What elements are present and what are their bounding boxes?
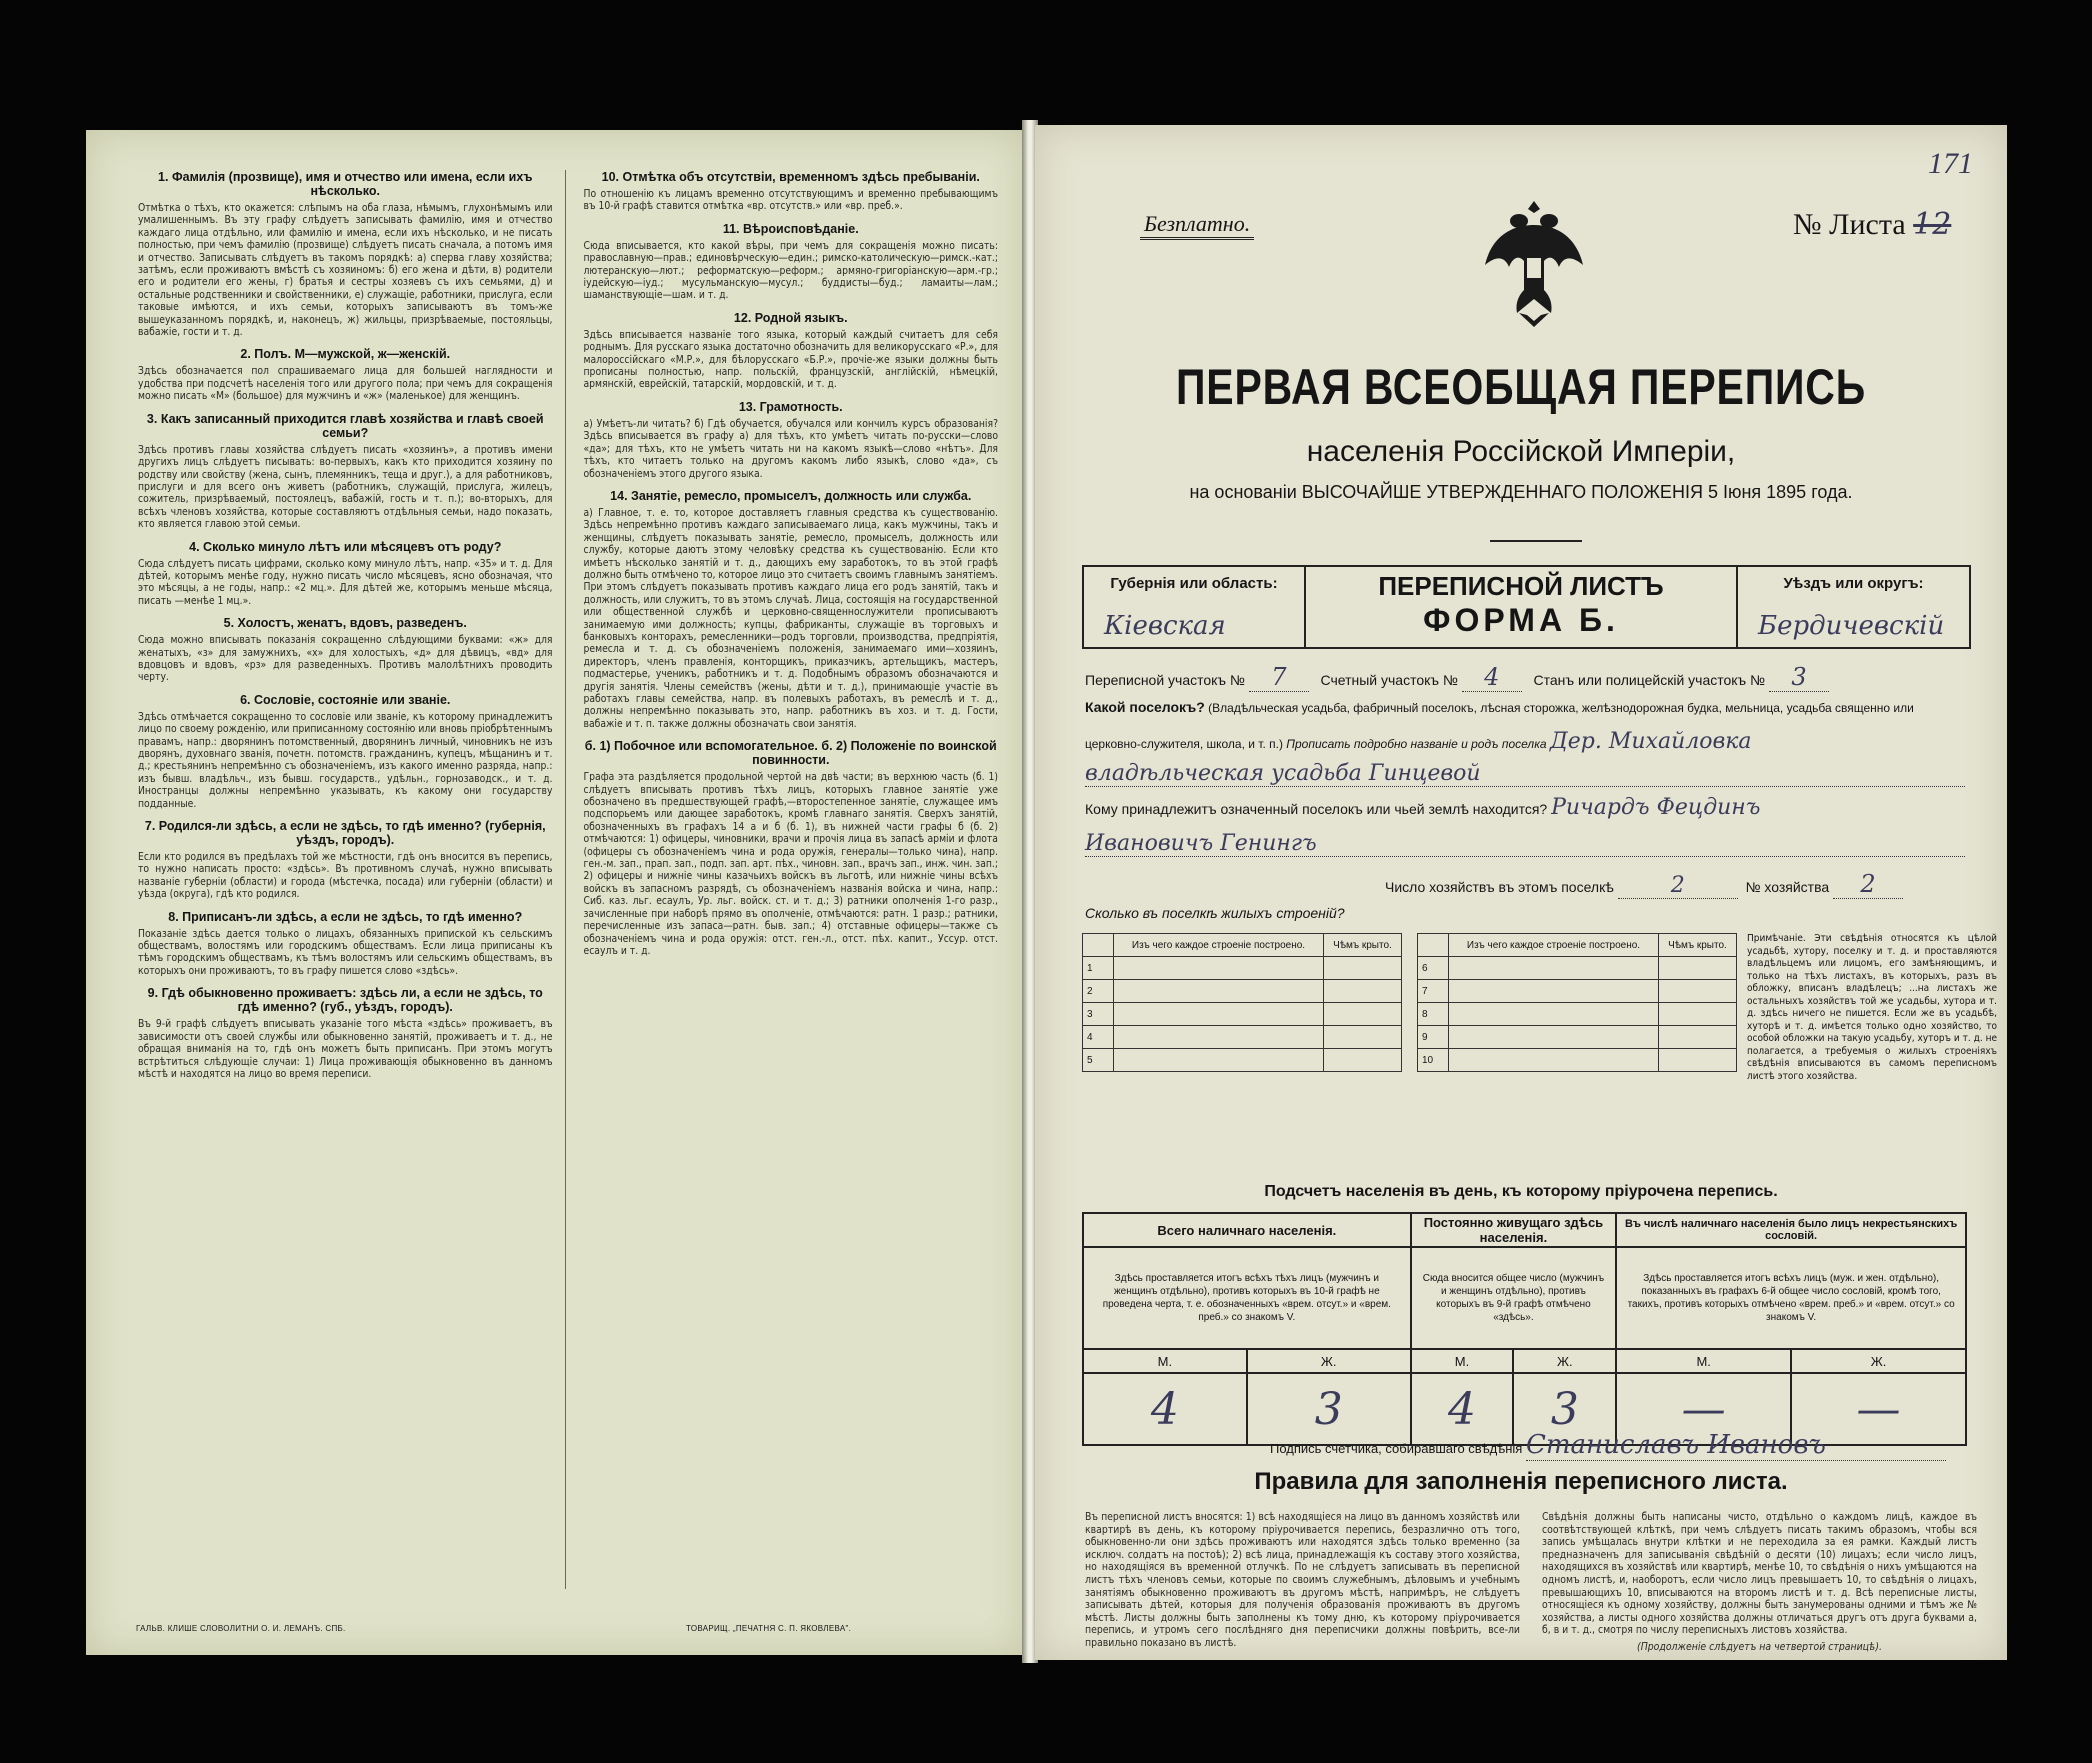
buildings-row-num: 4 — [1083, 1026, 1114, 1049]
rules-column-1: Въ переписной листъ вносятся: 1) всѣ находящіеся на лицо въ данномъ хозяйствѣ или квартирѣ въ день, къ которому пріурочивается перепись, безразлично отъ того, обыкновенно-ли они здѣсь проживаютъ или находятся здѣсь только временно (за исключ. солдатъ на постоѣ); 2) всѣ лица, принадлежащія къ составу этого хозяйства, но находящіяся въ временной отлучкѣ. По не слѣдуетъ записывать въ переписной листъ тѣхъ членовъ семьи, которые по своимъ служебнымъ, дѣловымъ и учебнымъ занятіямъ обыкновенно проживаютъ въ другомъ мѣстѣ, напримѣръ, не слѣдуетъ записывать дѣтей, которыя для полученія образованія проживаютъ въ другомъ мѣстѣ. Листы должны быть заполнены къ тому дню, къ которому пріурочивается перепись, и утромъ сего послѣдняго дня переписчики должны повѣрить, все-ли правильно показано въ листѣ. — [1085, 1511, 1520, 1649]
census-title: ПЕРВАЯ ВСЕОБЩАЯ ПЕРЕПИСЬ — [1175, 359, 1867, 415]
form-title-cell — [1306, 567, 1738, 647]
instruction-heading: 12. Родной языкъ. — [733, 310, 848, 325]
sheet-number — [1793, 207, 1951, 242]
instruction-heading: 2. Полъ. М—мужской, ж—женскій. — [240, 347, 451, 362]
pop-permanent-male: 4 — [1411, 1373, 1514, 1445]
households-value: 2 — [1618, 873, 1738, 899]
instruction-section — [138, 412, 553, 531]
settlement-label: Какой поселокъ? — [1085, 699, 1205, 715]
buildings-row-num: 8 — [1418, 1003, 1449, 1026]
rules-continue: (Продолженіе слѣдуетъ на четвертой страницѣ). — [1637, 1640, 1882, 1653]
pop-desc-total: Здѣсь проставляется итогъ всѣхъ тѣхъ лицъ (мужчинъ и женщинъ отдѣльно), противъ которыхъ въ 10-й графѣ не проведена черта, т. е. обозначенныхъ «врем. отсут.» и «врем. преб.» со знакомъ V. — [1083, 1247, 1411, 1349]
pop-nonpeasant-female: — — [1791, 1373, 1966, 1445]
buildings-note: Примѣчаніе. Эти свѣдѣнія относятся къ цѣлой усадьбѣ, хутору, поселку и т. д. и проставляются владѣльцемъ или лицомъ, его замѣняющимъ, и только на тѣхъ листахъ, въ которыхъ, разъ въ обложку, вписанъ владѣлецъ; ...на листахъ же остальныхъ хозяйствъ той же усадьбы, хутора и т. д. здѣсь ничего не пишется. Если же въ усадьбѣ, хуторѣ и т. д. имѣется только одно хозяйство, то особой обложки на такую усадьбу, хуторъ и т. д. не полагается, а требуемыя о жилыхъ строеніяхъ свѣдѣнія вписываются въ самомъ переписномъ листѣ этого хозяйства. — [1747, 933, 1997, 1082]
buildings-col-material: Изъ чего каждое строеніе построено. — [1114, 934, 1324, 957]
household-no-label: № хозяйства — [1745, 879, 1830, 895]
imprint-left: ГАЛЬВ. КЛИШЕ СЛОВОЛИТНИ О. И. ЛЕМАНЪ. СПБ. — [136, 1624, 346, 1633]
instructions-column-1 — [138, 170, 566, 1589]
instruction-text: Отмѣтка о тѣхъ, кто окажется: слѣпымъ на оба глаза, нѣмымъ, глухонѣмымъ или умалишеннымъ. Въ эту графу слѣдуетъ записывать фамилію, имя и отчество каждаго лица отдѣльно, или фамилію и имена, если ихъ нѣсколько, и не писать полностью, при чемъ фамилію (прозвище) слѣдуетъ писать сначала, а потомъ имя и отчество. Записывать слѣдуетъ въ такомъ порядкѣ: а) сперва главу хозяйства; затѣмъ, если проживаютъ вмѣстѣ съ хозяиномъ: б) его жена и дѣти, в) родители его и родители его жены, г) братья и сестры хозяевъ съ ихъ семьями, д) и остальные родственники и свойственники, е) служащіе, работники, прислуга, если таковые имѣются, и ихъ семьи, которыхъ записываютъ въ томъ-же вышеуказанномъ порядкѣ, и, наконецъ, ж) жильцы, призрѣваемые, постояльцы, вабажіе, гости и т. д. — [138, 202, 553, 339]
buildings-line — [1085, 905, 1967, 921]
signature-label: Подпись счетчика, собиравшаго свѣдѣнія — [1270, 1441, 1523, 1456]
pop-total-female: 3 — [1247, 1373, 1411, 1445]
buildings-row-num: 3 — [1083, 1003, 1114, 1026]
buildings-row-num: 1 — [1083, 957, 1114, 980]
instruction-heading: 7. Родился-ли здѣсь, а если не здѣсь, то гдѣ именно? (губернія, уѣздъ, городъ). — [144, 819, 546, 848]
pop-male-label: М. — [1616, 1349, 1791, 1373]
left-page — [86, 130, 1024, 1655]
settlement-value-1: Дер. Михайловка — [1549, 729, 1752, 754]
owner-value-2: Ивановичъ Генингъ — [1085, 831, 1965, 857]
instruction-section — [584, 739, 999, 957]
instruction-text: а) Главное, т. е. то, которое доставляетъ главныя средства къ существованію. Здѣсь непремѣнно противъ каждаго записываемаго лица, какъ мужчины, такъ и женщины, слѣдуетъ показывать занятіе, ремесло, промыселъ, должность или службу, которые даютъ этому человѣку средства къ существованію. Если кто имѣетъ нѣсколько занятій и т. д., дающихъ ему заработокъ, то въ этой графѣ должно быть отмѣчено то, которое лицо это считаетъ своимъ главнымъ занятіемъ. При этомъ слѣдуетъ показывать противъ каждаго лица его родъ занятій, такъ и должность, или служитъ, то въ этомъ случаѣ. Лица, состоящія на государственной или общественной службѣ и церковно-священнослужители прописываютъ занимаемую ими должность; купцы, фабриканты, служащіе въ торговыхъ и банковыхъ конторахъ, ремесленники—родъ торговли, производства, предпріятія, ремесла и т. д. съ обозначеніемъ положенія, занимаемаго ими—хозяинъ, директоръ, членъ правленія, конторщикъ, приказчикъ, артельщикъ, мастеръ, подмастерье, ученикъ, работникъ и т. д. Подобнымъ образомъ обозначаются и другія занятія. Члены семействъ (жены, дѣти и т. д.), принимающіе участіе въ работахъ главы семейства, напр. въ полевыхъ работахъ, въ ремеслѣ и т. д., должны непремѣнно показывать это, напр. работникъ въ хоз. и т. д. Гости, вабажіе и т. п. также должны обозначать свои занятія. — [583, 506, 998, 730]
instruction-text: Здѣсь отмѣчается сокращенно то сословіе или званіе, къ которому принадлежитъ лицо по своему рожденію, или приписанному состоянію или вновь пріобрѣтеннымъ правамъ, напр.: дворянинъ потомственный, дворянинъ личный, чиновникъ не изъ дворянъ, духовнаго званія, почетн. потомств. гражданинъ, купецъ, мѣщанинъ и т. д.; крестьянинъ непремѣнно съ обозначеніемъ, изъ какого именно разряда, напр.: изъ бывш. владѣльч., изъ бывш. государств., удѣльн., горнозаводск., и т. д. Иностранцы должны непремѣнно указывать, къ какому они государству подданные. — [138, 710, 553, 810]
owner-line-2 — [1085, 831, 1967, 857]
instruction-heading: б. 1) Побочное или вспомогательное. б. 2) Положеніе по воинской повинности. — [584, 739, 997, 768]
instruction-section — [138, 170, 553, 338]
instruction-text: Сюда можно вписывать показанія сокращенно слѣдующими буквами: «ж» для женатыхъ, «з» для замужнихъ, «х» для холостыхъ, «д» для дѣвицъ, «вд» для вдовцовъ и вдовъ, «рз» для разведенныхъ. Противъ малолѣтнихъ проводить черту. — [138, 634, 553, 684]
instruction-heading: 5. Холостъ, женатъ, вдовъ, разведенъ. — [223, 616, 467, 631]
count-value: 4 — [1462, 663, 1522, 692]
instruction-text: Если кто родился въ предѣлахъ той же мѣстности, гдѣ онъ вносится въ перепись, то нужно написать просто: «здѣсь». Въ противномъ случаѣ, нужно вписывать названіе губерніи (области) и города (мѣстечка, посада) или губерніи (области) и уѣзда (округа), гдѣ кто родился. — [138, 851, 553, 901]
instruction-section — [584, 400, 999, 480]
instruction-text: Графа эта раздѣляется продольной чертой на двѣ части; въ верхнюю часть (б. 1) слѣдуетъ вписывать противъ тѣхъ лицъ, которыхъ главное занятіе уже обозначено въ предшествующей графѣ,—второстепенное занятіе, служащее имъ подспорьемъ или дающее заработокъ, кромѣ главнаго занятія. Сверхъ занятій, обозначенныхъ въ графахъ 14 а и б (б. 1), въ нижней части графы б (б. 2) отмѣчаются: 1) офицеры, чиновники, врачи и прочія лица въ запасѣ арміи и флота (офицеры съ обозначеніемъ чина и рода оружія, генералы—только чина), напр. ген.-м. зап., прап. зап., подп. зап. арт. пѣх., чиновн. зап., врачъ зап., инж. чин. зап.; 2) офицеры и нижніе чины казачьихъ войскъ въ льготѣ, или нижніе чины всѣхъ войскъ въ запасномъ разрядѣ, съ обозначеніемъ названія войска и чина, напр.: Сиб. каз. льг. есаулъ, Ур. льг. войск. ст. и т. д.; 3) ратники ополченія 1-го разр., зачисленные при наборѣ прямо въ ополченіе, отмѣчаются: ратн. 1 разр.; ратники, перечисленные изъ запаса—ратн. быв. зап.; 4) отставные офицеры—также съ обозначеніемъ чина и рода оружія: отст. ген.-л., отст. пѣх. капит., Уссур. отст. есаулъ и т. д. — [583, 771, 998, 957]
form-type: ФОРМА Б. — [1423, 602, 1619, 638]
gubernia-value: Кіевская — [1104, 611, 1226, 641]
owner-line — [1085, 795, 1967, 820]
instructions-columns — [138, 170, 998, 1589]
instruction-text: а) Умѣетъ-ли читать? б) Гдѣ обучается, обучался или кончилъ курсъ образованія? Здѣсь вписывается въ графу а) для тѣхъ, кто умѣетъ читать по-русски—слово «да»; для тѣхъ, кто не умѣетъ читать ни на какомъ языкѣ—слово «нѣтъ». Для тѣхъ, кто читаетъ только на другомъ какомъ либо языкѣ, слово «да», съ обозначеніемъ этого другого языка. — [583, 417, 998, 480]
instruction-section — [584, 170, 999, 213]
instruction-text: Сюда вписывается, кто какой вѣры, при чемъ для сокращенія можно писать: православную—прав.; единовѣрческую—един.; римско-католическую—римск.-кат.; лютеранскую—лют.; реформатскую—реформ.; армяно-григоріанскую—арм.-гр.; іудейскую—іуд.; мусульманскую—мусул.; буддисты—буд.; ламаиты—лам.; шаманствующіе—шам. и т. д. — [583, 239, 998, 302]
instruction-text: Здѣсь вписывается названіе того языка, который каждый считаетъ для себя роднымъ. Для русскаго языка достаточно обозначить для великорусскаго «Р.», для малороссійскаго «М.Р.», для бѣлорусскаго «Б.Р.», прочіе-же языки должны быть прописаны полностью, напр. польскій, французскій, англійскій, нѣмецкій, армянскій, еврейскій, татарскій, мордовскій, и т. д. — [583, 328, 998, 391]
sheet-number-value: 12 — [1913, 207, 1952, 242]
instruction-heading: 11. Вѣроисповѣданіе. — [722, 221, 859, 236]
census-subtitle: населенія Россійской Имперіи, — [1306, 435, 1736, 468]
instruction-section — [138, 986, 553, 1080]
rules-column-2 — [1542, 1511, 1977, 1654]
household-no-value: 2 — [1833, 870, 1903, 899]
buildings-col-roof: Чѣмъ крыто. — [1324, 934, 1402, 957]
pop-desc-nonpeasant: Здѣсь проставляется итогъ всѣхъ лицъ (муж. и жен. отдѣльно), показанныхъ въ графахъ 6-й общее число сословій, кромѣ того, такихъ, противъ которыхъ отмѣчено «врем. преб.» и «врем. отсут.» со знакомъ V. — [1616, 1247, 1966, 1349]
households-line — [1385, 870, 1967, 899]
stan-label: Станъ или полицейскій участокъ № — [1533, 672, 1766, 688]
pop-male-label: М. — [1083, 1349, 1247, 1373]
signature-line — [1270, 1430, 1946, 1461]
buildings-row-num: 6 — [1418, 957, 1449, 980]
buildings-label: Сколько въ поселкѣ жилыхъ строеній? — [1085, 905, 1345, 921]
settlement-value-2: владѣльческая усадьба Гинцевой — [1085, 761, 1965, 787]
gubernia-label: Губернія или область: — [1110, 575, 1278, 592]
rules-columns — [1085, 1511, 1977, 1654]
population-title: Подсчетъ населенія въ день, къ которому пріурочена перепись. — [1264, 1183, 1778, 1200]
settlement-line — [1085, 699, 1967, 715]
census-basis: на основаніи ВЫСОЧАЙШЕ УТВЕРЖДЕННАГО ПОЛОЖЕНІЯ 5 Іюня 1895 года. — [1189, 482, 1853, 502]
instruction-heading: 9. Гдѣ обыкновенно проживаетъ: здѣсь ли, а если не здѣсь, то гдѣ именно? (губ., уѣздъ, городъ). — [147, 986, 543, 1015]
buildings-table-left — [1082, 933, 1402, 1072]
population-table — [1082, 1212, 1967, 1446]
stan-value: 3 — [1769, 663, 1829, 692]
buildings-col-material: Изъ чего каждое строеніе построено. — [1449, 934, 1659, 957]
pop-female-label: Ж. — [1513, 1349, 1616, 1373]
buildings-table-right — [1417, 933, 1737, 1072]
uezd-value: Бердичевскій — [1758, 611, 1945, 641]
pop-total-male: 4 — [1083, 1373, 1247, 1445]
count-label: Счетный участокъ № — [1320, 672, 1458, 688]
divider — [1490, 540, 1582, 542]
signature-value: Станиславъ Ивановъ — [1526, 1430, 1946, 1461]
precinct-value: 7 — [1249, 663, 1309, 692]
pop-female-label: Ж. — [1247, 1349, 1411, 1373]
buildings-col-roof: Чѣмъ крыто. — [1659, 934, 1737, 957]
pop-permanent-female: 3 — [1513, 1373, 1616, 1445]
instruction-text: По отношенію къ лицамъ временно отсутствующимъ и временно пребывающимъ въ 10-й графѣ ставится отмѣтка «вр. отсутств.» или «вр. преб.». — [583, 188, 998, 213]
owner-value-1: Ричардъ Фецдинъ — [1551, 795, 1761, 820]
instruction-heading: 8. Приписанъ-ли здѣсь, а если не здѣсь, то гдѣ именно? — [168, 909, 523, 924]
pop-nonpeasant-male: — — [1616, 1373, 1791, 1445]
rules-title: Правила для заполненія переписного листа. — [1254, 1468, 1788, 1495]
instruction-heading: 1. Фамилія (прозвище), имя и отчество или имена, если ихъ нѣсколько. — [158, 170, 533, 198]
instruction-heading: 10. Отмѣтка объ отсутствіи, временномъ здѣсь пребываніи. — [601, 170, 980, 184]
uezd-cell — [1738, 567, 1969, 647]
instruction-heading: 4. Сколько минуло лѣтъ или мѣсяцевъ отъ роду? — [189, 539, 502, 554]
instructions-column-2 — [584, 170, 999, 1589]
pop-header-nonpeasant: Въ числѣ наличнаго населенія было лицъ некрестьянскихъ сословій. — [1616, 1213, 1966, 1247]
pop-male-label: М. — [1411, 1349, 1514, 1373]
instruction-heading: 13. Грамотность. — [738, 399, 843, 414]
form-header-box — [1082, 565, 1971, 649]
precinct-line — [1085, 663, 1967, 692]
instruction-section — [138, 819, 553, 901]
instruction-heading: 3. Какъ записанный приходится главѣ хозяйства и главѣ своей семьи? — [146, 411, 544, 440]
instruction-text: Показаніе здѣсь дается только о лицахъ, обязанныхъ припиской къ сельскимъ обществамъ, волостямъ или городскимъ обществамъ. Если лица приписаны къ тѣмъ городскимъ обществамъ, къ тѣмъ волостямъ или сельскимъ обществамъ, въ которыхъ они проживаютъ, то въ графу пишется слово «здѣсь». — [138, 927, 553, 977]
instruction-text: Здѣсь обозначается пол спрашиваемаго лица для большей наглядности и удобства при подсчетѣ населенія того или другого пола; при чемъ для сокращенія можно писать «М» (большое) для мужчинъ и «ж» (маленькое) для женщинъ. — [138, 365, 553, 403]
instruction-section — [138, 347, 553, 402]
gubernia-cell — [1084, 567, 1306, 647]
page-stamp: 171 — [1928, 147, 1973, 180]
instruction-heading: 6. Сословіе, состояніе или званіе. — [240, 692, 451, 707]
instruction-text: Въ 9-й графѣ слѣдуетъ вписывать указаніе того мѣста «здѣсь» проживаетъ, въ зависимости отъ своей службы или обыкновенно занятій, проживаетъ и т. д., не обращая вниманія на то, гдѣ онъ можетъ быть приписанъ. При этомъ могутъ встрѣтиться слѣдующіе случаи: 1) Лица проживающія обыкновенно въ данномъ мѣстѣ и находятся на лицо во время переписи. — [138, 1018, 553, 1080]
sheet-number-label: № Листа — [1793, 208, 1906, 241]
buildings-row-num: 7 — [1418, 980, 1449, 1003]
pop-female-label: Ж. — [1791, 1349, 1966, 1373]
instruction-section — [138, 540, 553, 608]
instruction-section — [138, 693, 553, 810]
owner-label: Кому принадлежитъ означенный поселокъ или чьей землѣ находится? — [1085, 801, 1548, 817]
rules-column-2-text: Свѣдѣнія должны быть написаны чисто, отдѣльно о каждомъ лицѣ, каждое въ соотвѣтствующей клѣткѣ, при чемъ слѣдуетъ писать такимъ образомъ, чтобы вся запись умѣщалась внутри клѣтки и не переходила за ея рамки. Каждый листъ предназначенъ для записыванія свѣдѣній о десяти (10) лицахъ; если число лицъ, находящихся въ хозяйствѣ или квартирѣ, менѣе 10, то свѣдѣнія о нихъ умѣщаются на одномъ листѣ, и, наоборотъ, если число лицъ превышаетъ 10, то свѣдѣнія о лицахъ, превышающихъ 10, вписываются на второмъ листѣ и т. д. Всѣ переписные листы, относящіеся къ одному хозяйству, должны быть занумерованы одними и тѣмъ же № хозяйства, а листы одного хозяйства должны отличаться другъ отъ друга буквами а, б, в и т. д., смотря по числу переписныхъ листовъ хозяйства. — [1542, 1511, 1977, 1637]
settlement-line-2 — [1085, 729, 1967, 754]
instruction-section — [138, 616, 553, 684]
pop-desc-permanent: Сюда вносится общее число (мужчинъ и женщинъ отдѣльно), противъ которыхъ въ 9-й графѣ отмѣчено «здѣсь». — [1411, 1247, 1617, 1349]
buildings-row-num: 2 — [1083, 980, 1114, 1003]
precinct-label: Переписной участокъ № — [1085, 672, 1245, 688]
settlement-line-3 — [1085, 761, 1967, 787]
instruction-section — [584, 489, 999, 730]
settlement-hint-2: церковно-служителя, школа, и т. п.) — [1085, 737, 1283, 751]
instruction-section — [584, 222, 999, 302]
right-page — [1035, 125, 2007, 1660]
settlement-hint-3: Прописать подробно названіе и родъ поселка — [1286, 737, 1547, 751]
pop-header-permanent: Постоянно живущаго здѣсь населенія. — [1411, 1213, 1617, 1247]
buildings-row-num: 5 — [1083, 1049, 1114, 1072]
instruction-text: Здѣсь противъ главы хозяйства слѣдуетъ писать «хозяинъ», а противъ имени другихъ лицъ слѣдуетъ писывать: во-первыхъ, какъ кто приходится хозяину по родству или свойству (жена, сынъ, племянникъ, теща и друг.), а для работниковъ, прислуги и для всего онъ живетъ (работникъ, служащій, прислуга, жилецъ, сожитель, призрѣваемый, постоялецъ, вабажій, гость и т. п.); во-вторыхъ, для всѣхъ членовъ хозяйства, которые составляютъ отдѣльныя семьи, надо показать, кто является главою этой семьи. — [138, 443, 553, 531]
settlement-hint: (Владѣльческая усадьба, фабричный поселокъ, лѣсная сторожка, желѣзнодорожная будка, мельница, усадьба священно или — [1208, 701, 1914, 715]
free-label: Безплатно. — [1140, 211, 1254, 240]
buildings-row-num: 9 — [1418, 1026, 1449, 1049]
buildings-row-num: 10 — [1418, 1049, 1449, 1072]
instruction-heading: 14. Занятіе, ремесло, промыселъ, должность или служба. — [610, 488, 972, 503]
imperial-eagle-emblem — [1479, 195, 1589, 340]
instruction-text: Сюда слѣдуетъ писать цифрами, сколько кому минуло лѣтъ, напр. «35» и т. д. Для дѣтей, которымъ менѣе году, нужно писать число мѣсяцевъ, ясно обозначая, что это мѣсяцы, а не годы, напр.: «2 мц.». Для дѣтей же, которымъ меньше мѣсяца, писать —менѣе 1 мц.». — [138, 557, 553, 607]
households-label: Число хозяйствъ въ этомъ поселкѣ — [1385, 879, 1614, 895]
pop-header-total: Всего наличнаго населенія. — [1083, 1213, 1411, 1247]
instruction-section — [584, 311, 999, 391]
uezd-label: Уѣздъ или округъ: — [1783, 575, 1924, 592]
instruction-section — [138, 910, 553, 978]
form-title: ПЕРЕПИСНОЙ ЛИСТЪ — [1378, 571, 1664, 601]
imprint-right: ТОВАРИЩ. „ПЕЧАТНЯ С. П. ЯКОВЛЕВА". — [686, 1624, 852, 1633]
